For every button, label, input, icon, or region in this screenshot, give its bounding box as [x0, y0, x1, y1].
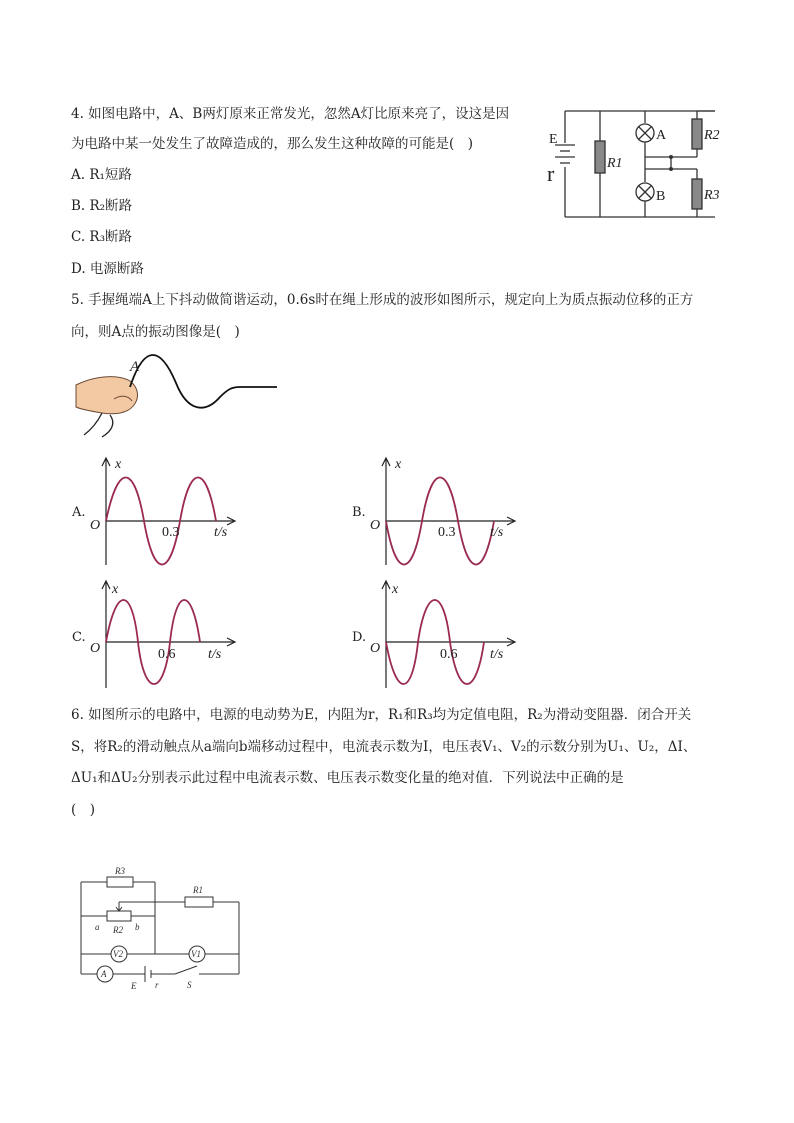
graph-a-x-label: x — [115, 457, 122, 472]
q6-label-a-end: a — [95, 922, 100, 932]
graph-d-tick: 0.6 — [440, 647, 458, 662]
q4-option-d: D. 电源断路 — [71, 261, 144, 277]
q4-text-line2: 为电路中某一处发生了故障造成的，那么发生这种故障的可能是( ) — [71, 136, 474, 152]
q6-text-line1: 6. 如图所示的电路中，电源的电动势为E，内阻为r，R₁和R₃均为定值电阻，R₂为滑动变阻器．闭合开关 — [71, 707, 692, 723]
graph-a-origin: O — [90, 518, 101, 533]
graph-b-tick: 0.3 — [438, 525, 456, 540]
graph-a-t-label: t/s — [214, 525, 228, 540]
graph-b-x-label: x — [395, 457, 402, 472]
q6-label-r1: R1 — [193, 885, 203, 895]
q6-label-s: S — [187, 980, 192, 990]
graph-b-t-label: t/s — [490, 525, 504, 540]
q5-rope-figure — [72, 355, 282, 440]
graph-b — [368, 455, 518, 575]
option-a-label: A. — [72, 505, 86, 520]
q4-option-b: B. R₂断路 — [71, 198, 133, 214]
hand-icon — [76, 377, 137, 414]
q4-label-r3: R3 — [704, 188, 720, 203]
q4-label-r: r — [547, 161, 555, 186]
q6-label-v1: V1 — [191, 949, 201, 959]
q6-label-v2: V2 — [113, 949, 123, 959]
graph-a-tick: 0.3 — [162, 525, 180, 540]
graph-d-origin: O — [370, 641, 381, 656]
graph-c — [88, 578, 238, 698]
graph-d — [368, 578, 518, 698]
q4-option-c: C. R₃断路 — [71, 229, 133, 245]
q4-circuit-diagram — [545, 105, 720, 225]
option-c-label: C. — [72, 630, 86, 645]
q6-label-ammeter: A — [101, 969, 107, 979]
option-d-label: D. — [352, 630, 367, 645]
q4-label-lamp-b: B — [656, 189, 666, 204]
q6-label-b-end: b — [135, 922, 140, 932]
rope-label-a: A — [130, 359, 140, 375]
q6-text-line3: ΔU₁和ΔU₂分别表示此过程中电流表示数、电压表示数变化量的绝对值．下列说法中正确的是 — [71, 770, 624, 786]
graph-c-tick: 0.6 — [158, 647, 176, 662]
q6-label-r: r — [155, 980, 159, 990]
q4-label-r2: R2 — [704, 128, 720, 143]
q6-circuit-diagram — [75, 862, 245, 992]
q4-label-r1: R1 — [607, 156, 623, 171]
q4-option-a: A. R₁短路 — [71, 167, 132, 183]
option-b-label: B. — [352, 505, 366, 520]
q6-label-r2: R2 — [113, 925, 123, 935]
graph-d-t-label: t/s — [490, 647, 504, 662]
q4-label-lamp-a: A — [656, 128, 667, 143]
graph-c-x-label: x — [112, 582, 119, 597]
graph-d-x-label: x — [392, 582, 399, 597]
q6-text-line4: ( ) — [71, 802, 96, 818]
q4-label-e: E — [549, 132, 558, 147]
q6-label-e: E — [131, 981, 137, 991]
graph-c-origin: O — [90, 641, 101, 656]
q6-label-r3: R3 — [115, 866, 125, 876]
graph-a — [88, 455, 238, 575]
q4-text-line1: 4. 如图电路中，A、B两灯原来正常发光，忽然A灯比原来亮了，设这是因 — [71, 106, 510, 122]
graph-b-origin: O — [370, 518, 381, 533]
q5-text-line2: 向，则A点的振动图像是( ) — [71, 324, 240, 340]
graph-c-t-label: t/s — [208, 647, 222, 662]
q5-text-line1: 5. 手握绳端A上下抖动做简谐运动，0.6s时在绳上形成的波形如图所示，规定向上为质点振动位移的正方 — [71, 292, 694, 308]
q6-text-line2: S，将R₂的滑动触点从a端向b端移动过程中，电流表示数为I，电压表V₁、V₂的示数分别为U₁、U₂，ΔI、 — [71, 739, 697, 755]
